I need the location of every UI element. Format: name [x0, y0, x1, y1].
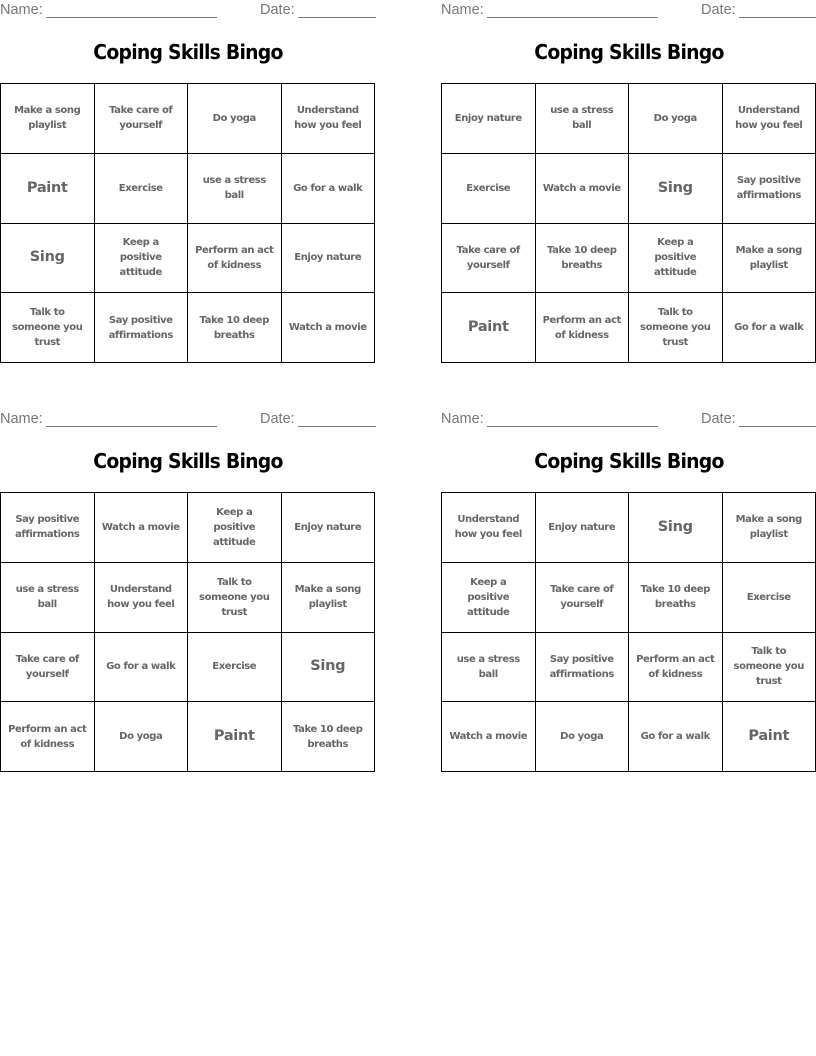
- bingo-card: [0, 409, 376, 775]
- name-label: Name:: [0, 2, 43, 18]
- bingo-cell: Perform an act of kidness: [629, 633, 723, 703]
- bingo-cell: Keep a positive attitude: [442, 563, 536, 633]
- name-line: [487, 426, 658, 427]
- bingo-cell: Say positive affirmations: [536, 633, 630, 703]
- bingo-cell: Paint: [723, 702, 816, 772]
- bingo-cell: Talk to someone you trust: [723, 633, 816, 703]
- bingo-cell: Say positive affirmations: [723, 154, 816, 224]
- bingo-cell: Talk to someone you trust: [1, 293, 95, 363]
- bingo-grid: [0, 492, 375, 772]
- bingo-cell: Sing: [629, 154, 723, 224]
- bingo-grid: [441, 492, 816, 772]
- bingo-card: [0, 0, 376, 366]
- name-label: Name:: [441, 2, 484, 18]
- bingo-cell: Keep a positive attitude: [95, 224, 189, 294]
- bingo-cell: use a stress ball: [1, 563, 95, 633]
- bingo-card: [441, 0, 816, 366]
- bingo-cell: Make a song playlist: [723, 493, 816, 563]
- bingo-cell: Take 10 deep breaths: [188, 293, 282, 363]
- card-title: Coping Skills Bingo: [534, 449, 724, 473]
- bingo-cell: Exercise: [188, 633, 282, 703]
- bingo-cell: Paint: [1, 154, 95, 224]
- bingo-cell: Understand how you feel: [95, 563, 189, 633]
- bingo-cell: Take 10 deep breaths: [536, 224, 630, 294]
- bingo-cell: Do yoga: [188, 84, 282, 154]
- bingo-cell: Take care of yourself: [1, 633, 95, 703]
- bingo-cell: Enjoy nature: [536, 493, 630, 563]
- bingo-cell: Say positive affirmations: [1, 493, 95, 563]
- bingo-cell: use a stress ball: [442, 633, 536, 703]
- bingo-cell: Sing: [282, 633, 376, 703]
- bingo-cell: Talk to someone you trust: [188, 563, 282, 633]
- date-line: [739, 17, 816, 18]
- bingo-cell: Exercise: [95, 154, 189, 224]
- bingo-cell: Take 10 deep breaths: [629, 563, 723, 633]
- bingo-cell: Enjoy nature: [442, 84, 536, 154]
- bingo-cell: Make a song playlist: [1, 84, 95, 154]
- name-line: [487, 17, 658, 18]
- bingo-cell: Enjoy nature: [282, 493, 376, 563]
- bingo-cell: Make a song playlist: [723, 224, 816, 294]
- bingo-grid: [0, 83, 375, 363]
- bingo-cell: Do yoga: [536, 702, 630, 772]
- name-line: [46, 426, 217, 427]
- name-label: Name:: [0, 411, 43, 427]
- bingo-cell: Enjoy nature: [282, 224, 376, 294]
- bingo-cell: Perform an act of kidness: [1, 702, 95, 772]
- bingo-card: [441, 409, 816, 775]
- name-date-row: [0, 411, 376, 429]
- name-date-row: [441, 2, 816, 20]
- bingo-cell: Perform an act of kidness: [188, 224, 282, 294]
- bingo-grid: [441, 83, 816, 363]
- bingo-cell: Watch a movie: [282, 293, 376, 363]
- bingo-cell: Watch a movie: [536, 154, 630, 224]
- bingo-cell: Do yoga: [95, 702, 189, 772]
- bingo-cell: Understand how you feel: [723, 84, 816, 154]
- bingo-cell: use a stress ball: [188, 154, 282, 224]
- bingo-cell: Talk to someone you trust: [629, 293, 723, 363]
- card-title: Coping Skills Bingo: [93, 40, 283, 64]
- bingo-cell: Make a song playlist: [282, 563, 376, 633]
- bingo-cell: Take care of yourself: [536, 563, 630, 633]
- bingo-cell: Paint: [188, 702, 282, 772]
- bingo-cell: Understand how you feel: [442, 493, 536, 563]
- date-line: [298, 426, 376, 427]
- bingo-cell: Go for a walk: [282, 154, 376, 224]
- date-label: Date:: [701, 411, 736, 427]
- date-line: [298, 17, 376, 18]
- bingo-cell: Take care of yourself: [95, 84, 189, 154]
- bingo-cell: Sing: [1, 224, 95, 294]
- bingo-cell: Keep a positive attitude: [629, 224, 723, 294]
- name-label: Name:: [441, 411, 484, 427]
- bingo-cell: Sing: [629, 493, 723, 563]
- card-title: Coping Skills Bingo: [534, 40, 724, 64]
- bingo-cell: Watch a movie: [95, 493, 189, 563]
- name-date-row: [0, 2, 376, 20]
- bingo-cell: Say positive affirmations: [95, 293, 189, 363]
- bingo-cell: Go for a walk: [629, 702, 723, 772]
- bingo-cell: Watch a movie: [442, 702, 536, 772]
- date-line: [739, 426, 816, 427]
- bingo-cell: Understand how you feel: [282, 84, 376, 154]
- bingo-cell: Paint: [442, 293, 536, 363]
- bingo-cell: Exercise: [442, 154, 536, 224]
- name-line: [46, 17, 217, 18]
- bingo-cell: Go for a walk: [95, 633, 189, 703]
- name-date-row: [441, 411, 816, 429]
- date-label: Date:: [260, 2, 295, 18]
- bingo-cell: Keep a positive attitude: [188, 493, 282, 563]
- bingo-cell: Exercise: [723, 563, 816, 633]
- date-label: Date:: [260, 411, 295, 427]
- bingo-cell: Go for a walk: [723, 293, 816, 363]
- bingo-cell: use a stress ball: [536, 84, 630, 154]
- card-title: Coping Skills Bingo: [93, 449, 283, 473]
- date-label: Date:: [701, 2, 736, 18]
- bingo-cell: Do yoga: [629, 84, 723, 154]
- bingo-cell: Perform an act of kidness: [536, 293, 630, 363]
- bingo-cell: Take 10 deep breaths: [282, 702, 376, 772]
- bingo-cell: Take care of yourself: [442, 224, 536, 294]
